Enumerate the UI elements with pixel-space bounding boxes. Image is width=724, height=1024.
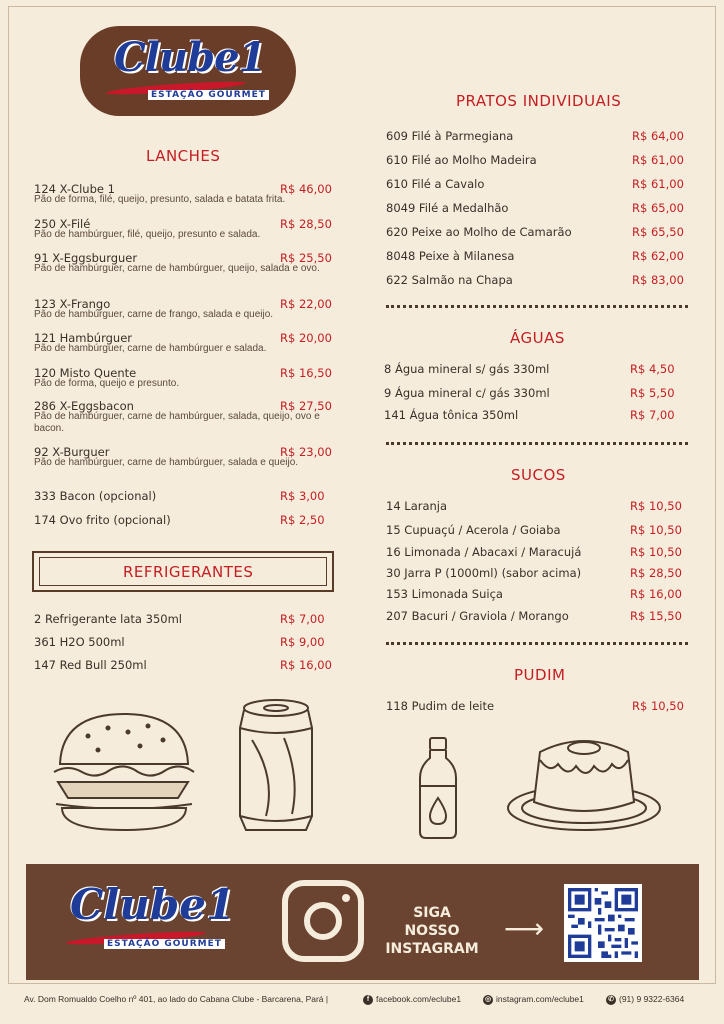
item-price: R$ 65,00 bbox=[632, 201, 684, 215]
item-description: Pão de hambúrguer, carne de hambúrguer e salada. bbox=[34, 343, 267, 354]
divider bbox=[386, 642, 688, 645]
item-price: R$ 28,50 bbox=[630, 566, 682, 580]
facebook-icon: f bbox=[363, 995, 373, 1005]
item-name: 361 H2O 500ml bbox=[34, 635, 125, 649]
item-price: R$ 4,50 bbox=[630, 362, 675, 376]
item-name: 174 Ovo frito (opcional) bbox=[34, 513, 171, 527]
item-price: R$ 61,00 bbox=[632, 153, 684, 167]
item-price: R$ 16,00 bbox=[630, 587, 682, 601]
item-price: R$ 16,50 bbox=[280, 366, 332, 380]
section-title-sucos: SUCOS bbox=[511, 466, 566, 484]
item-price: R$ 3,00 bbox=[280, 489, 325, 503]
item-name: 620 Peixe ao Molho de Camarão bbox=[386, 225, 572, 239]
pudding-icon bbox=[506, 726, 664, 840]
item-name: 118 Pudim de leite bbox=[386, 699, 495, 713]
item-name: 92 X-Burguer bbox=[34, 445, 110, 459]
item-description: Pão de forma, queijo e presunto. bbox=[34, 378, 180, 389]
section-title-pratos: PRATOS INDIVIDUAIS bbox=[456, 92, 622, 110]
item-description: Pão de hambúrguer, carne de hambúrguer, queijo, salada e ovo. bbox=[34, 263, 320, 274]
item-description: Pão de hambúrguer, carne de frango, salada e queijo. bbox=[34, 309, 274, 320]
item-name: 16 Limonada / Abacaxi / Maracujá bbox=[386, 545, 582, 559]
item-price: R$ 65,50 bbox=[632, 225, 684, 239]
item-description: Pão de hambúrguer, carne de hambúrguer, salada e queijo. bbox=[34, 457, 299, 468]
item-name: 2 Refrigerante lata 350ml bbox=[34, 612, 182, 626]
item-name: 147 Red Bull 250ml bbox=[34, 658, 147, 672]
instagram-link[interactable] bbox=[483, 994, 584, 1005]
phone-text: (91) 9 9322-6364 bbox=[619, 994, 685, 1004]
item-name: 8048 Peixe à Milanesa bbox=[386, 249, 515, 263]
brand-logo bbox=[102, 34, 272, 104]
item-price: R$ 10,50 bbox=[630, 545, 682, 559]
item-name: 8049 Filé a Medalhão bbox=[386, 201, 509, 215]
water-bottle-icon bbox=[416, 736, 460, 840]
item-price: R$ 27,50 bbox=[280, 399, 332, 413]
item-name: 123 X-Frango bbox=[34, 297, 111, 311]
item-price: R$ 61,00 bbox=[632, 177, 684, 191]
item-name: 120 Misto Quente bbox=[34, 366, 137, 380]
item-name: 622 Salmão na Chapa bbox=[386, 273, 513, 287]
divider bbox=[386, 305, 688, 308]
item-price: R$ 5,50 bbox=[630, 386, 675, 400]
item-price: R$ 9,00 bbox=[280, 635, 325, 649]
section-title-lanches: LANCHES bbox=[146, 147, 221, 165]
footer-logo-wordmark: Clube1 bbox=[70, 880, 236, 929]
item-name: 609 Filé à Parmegiana bbox=[386, 129, 514, 143]
item-price: R$ 23,00 bbox=[280, 445, 332, 459]
item-price: R$ 64,00 bbox=[632, 129, 684, 143]
instagram-icon[interactable] bbox=[282, 880, 364, 962]
phone-link[interactable] bbox=[606, 994, 684, 1005]
arrow-right-icon: ⟶ bbox=[504, 912, 545, 945]
item-price: R$ 46,00 bbox=[280, 182, 332, 196]
item-name: 207 Bacuri / Graviola / Morango bbox=[386, 609, 569, 623]
item-name: 8 Água mineral s/ gás 330ml bbox=[384, 362, 550, 376]
item-price: R$ 25,50 bbox=[280, 251, 332, 265]
item-price: R$ 20,00 bbox=[280, 331, 332, 345]
soda-can-icon bbox=[236, 698, 316, 838]
item-price: R$ 10,50 bbox=[630, 499, 682, 513]
item-price: R$ 28,50 bbox=[280, 217, 332, 231]
item-price: R$ 2,50 bbox=[280, 513, 325, 527]
item-price: R$ 10,50 bbox=[630, 523, 682, 537]
logo-subtitle: ESTAÇÃO GOURMET bbox=[148, 90, 269, 100]
item-price: R$ 7,00 bbox=[630, 408, 675, 422]
burger-icon bbox=[48, 706, 198, 836]
qr-code-icon[interactable] bbox=[564, 884, 642, 962]
item-price: R$ 62,00 bbox=[632, 249, 684, 263]
whatsapp-icon: ✆ bbox=[606, 995, 616, 1005]
item-name: 153 Limonada Suiça bbox=[386, 587, 503, 601]
item-description: Pão de hambúrguer, carne de hambúrguer, salada, queijo, ovo e bacon. bbox=[34, 411, 320, 434]
section-title-refrigerantes: REFRIGERANTES bbox=[123, 563, 254, 581]
footer-logo-subtitle: ESTAÇÃO GOURMET bbox=[104, 939, 225, 949]
instagram-cta: SIGA NOSSO INSTAGRAM bbox=[385, 905, 479, 957]
item-price: R$ 10,50 bbox=[632, 699, 684, 713]
item-name: 91 X-Eggsburguer bbox=[34, 251, 138, 265]
footer-banner bbox=[26, 864, 699, 980]
item-description: Pão de forma, filé, queijo, presunto, salada e batata frita. bbox=[34, 194, 286, 205]
section-title-aguas: ÁGUAS bbox=[510, 329, 565, 347]
address-text: Av. Dom Romualdo Coelho nº 401, ao lado do Cabana Clube - Barcarena, Pará | bbox=[24, 994, 329, 1004]
instagram-text: instagram.com/eclube1 bbox=[496, 994, 584, 1004]
item-name: 124 X-Clube 1 bbox=[34, 182, 115, 196]
item-name: 121 Hambúrguer bbox=[34, 331, 133, 345]
facebook-link[interactable] bbox=[363, 994, 461, 1005]
item-name: 333 Bacon (opcional) bbox=[34, 489, 157, 503]
item-name: 610 Filé a Cavalo bbox=[386, 177, 485, 191]
divider bbox=[386, 442, 688, 445]
item-price: R$ 7,00 bbox=[280, 612, 325, 626]
item-price: R$ 15,50 bbox=[630, 609, 682, 623]
instagram-small-icon: ◎ bbox=[484, 995, 492, 1003]
item-name: 15 Cupuaçú / Acerola / Goiaba bbox=[386, 523, 561, 537]
item-price: R$ 83,00 bbox=[632, 273, 684, 287]
item-price: R$ 22,00 bbox=[280, 297, 332, 311]
logo-wordmark: Clube1 bbox=[114, 34, 266, 81]
item-name: 610 Filé ao Molho Madeira bbox=[386, 153, 537, 167]
item-description: Pão de hambúrguer, filé, queijo, presunto e salada. bbox=[34, 229, 261, 240]
item-name: 30 Jarra P (1000ml) (sabor acima) bbox=[386, 566, 582, 580]
item-name: 250 X-Filé bbox=[34, 217, 91, 231]
item-price: R$ 16,00 bbox=[280, 658, 332, 672]
facebook-text: facebook.com/eclube1 bbox=[376, 994, 462, 1004]
header-logo-badge bbox=[80, 26, 296, 116]
item-name: 141 Água tônica 350ml bbox=[384, 408, 519, 422]
item-name: 9 Água mineral c/ gás 330ml bbox=[384, 386, 550, 400]
section-title-pudim: PUDIM bbox=[514, 666, 566, 684]
item-name: 286 X-Eggsbacon bbox=[34, 399, 134, 413]
item-name: 14 Laranja bbox=[386, 499, 448, 513]
